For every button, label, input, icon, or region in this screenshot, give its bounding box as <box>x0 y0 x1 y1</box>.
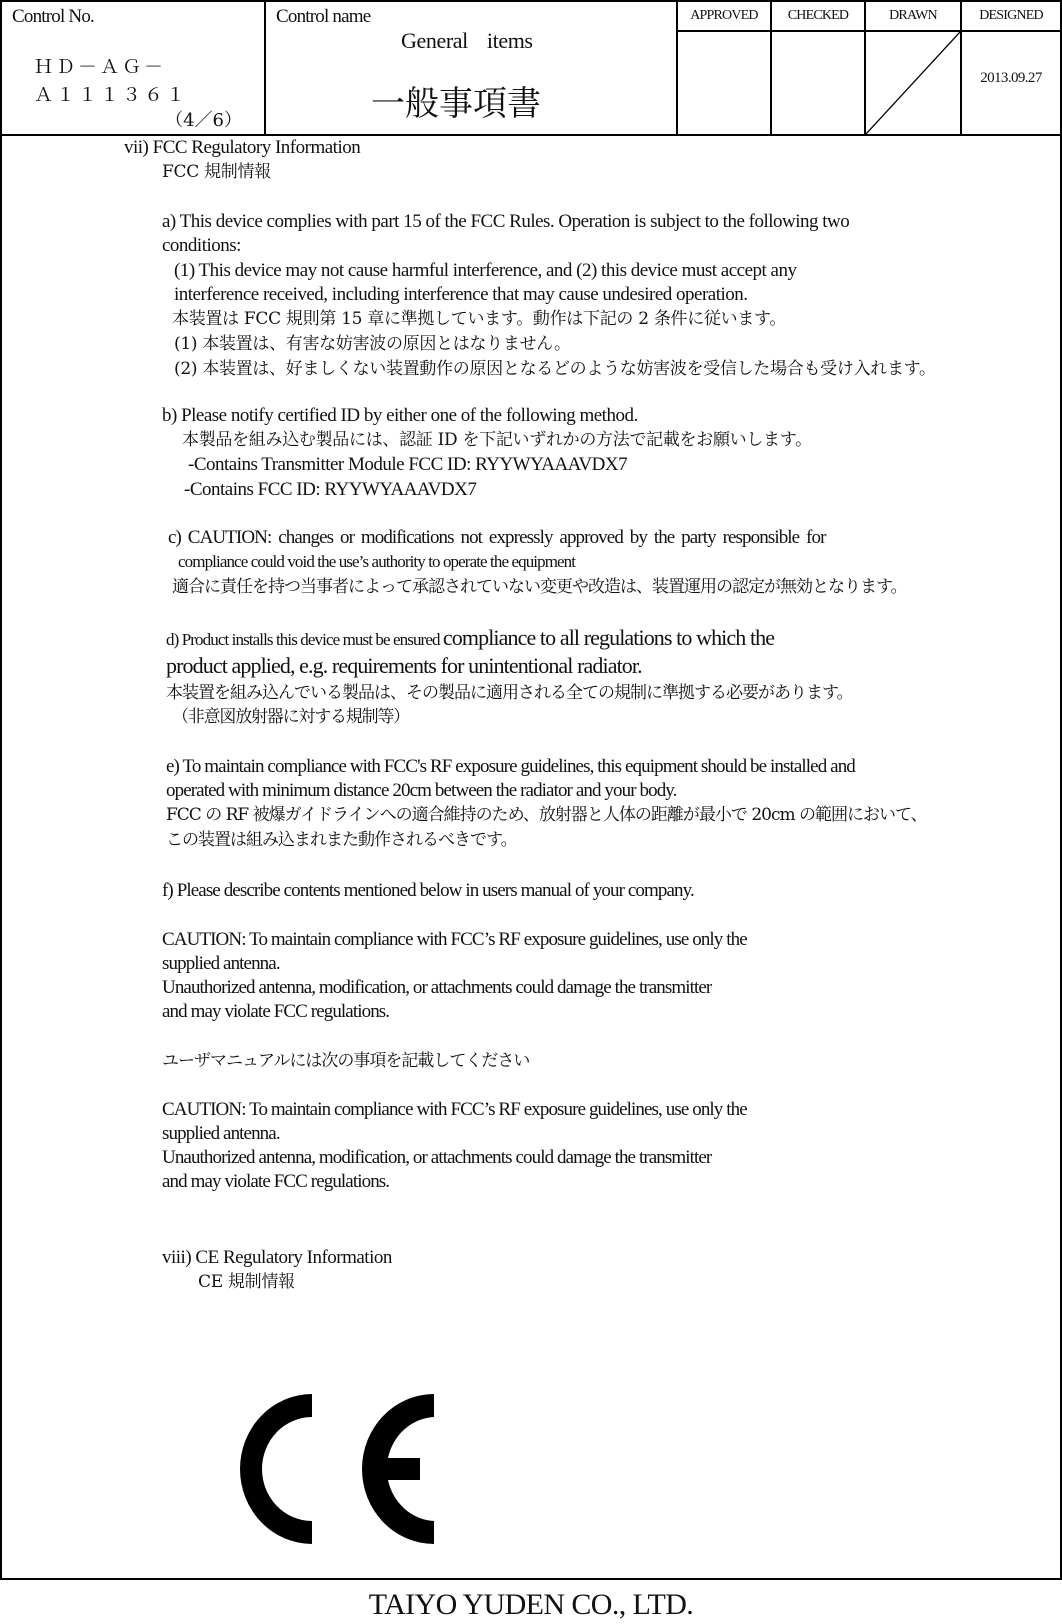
drawn-value <box>866 32 960 134</box>
drawn-label: DRAWN <box>866 2 960 32</box>
fcc-d-line-1-small: d) Product installs this device must be ensured <box>166 630 443 649</box>
approved-label: APPROVED <box>678 2 770 32</box>
checked-value <box>772 32 864 134</box>
fcc-b-line-1: b) Please notify certified ID by either one of the following method. <box>162 405 638 426</box>
approved-cell <box>678 2 772 134</box>
document-body <box>2 136 1060 1578</box>
approved-value <box>678 32 770 134</box>
fcc-e-line-1: e) To maintain compliance with FCC's RF exposure guidelines, this equipment should be installed and <box>166 756 855 777</box>
fcc-c-line-1: c) CAUTION: changes or modifications not expressly approved by the party responsible for <box>168 527 826 548</box>
ce-section-heading: viii) CE Regulatory Information <box>162 1247 392 1268</box>
fcc-f-caution-repeat-line-4: and may violate FCC regulations. <box>162 1171 390 1192</box>
fcc-d-line-1 <box>166 626 774 652</box>
fcc-d-line-1-large: compliance to all regulations to which the <box>442 625 775 650</box>
fcc-f-caution-line-1: CAUTION: To maintain compliance with FCC’s RF exposure guidelines, use only the <box>162 929 747 950</box>
strike-diagonal-icon <box>866 32 960 134</box>
fcc-f-caution-repeat-line-3: Unauthorized antenna, modification, or attachments could damage the transmitter <box>162 1147 712 1168</box>
control-no-label: Control No. <box>12 6 94 27</box>
document-title-jp: 一般事項書 <box>371 84 541 124</box>
fcc-section-heading-jp: FCC 規制情報 <box>162 162 271 182</box>
fcc-e-jp-2: この装置は組み込まれまた動作されるべきです。 <box>166 830 517 850</box>
fcc-f-caution-repeat-line-1: CAUTION: To maintain compliance with FCC’s RF exposure guidelines, use only the <box>162 1099 747 1120</box>
fcc-a-line-2: conditions: <box>162 235 241 256</box>
page-number: （4／6） <box>165 110 242 131</box>
fcc-f-jp-intro: ユーザマニュアルには次の事項を記載してください <box>162 1051 530 1071</box>
fcc-f-caution-repeat-line-2: supplied antenna. <box>162 1123 280 1144</box>
designed-label: DESIGNED <box>962 2 1060 32</box>
fcc-f-line-1: f) Please describe contents mentioned below in users manual of your company. <box>162 880 694 901</box>
drawn-cell <box>866 2 962 134</box>
fcc-f-caution-line-4: and may violate FCC regulations. <box>162 1001 390 1022</box>
fcc-d-jp-1: 本装置を組み込んでいる製品は、その製品に適用される全ての規制に準拠する必要があります。 <box>166 683 853 703</box>
control-no-line-2: Ａ１１１３６１ <box>34 84 189 106</box>
ce-section-heading-jp: CE 規制情報 <box>198 1272 295 1292</box>
control-name-cell <box>266 2 678 134</box>
fcc-d-line-2: product applied, e.g. requirements for unintentional radiator. <box>166 653 642 678</box>
fcc-c-jp-1: 適合に責任を持つ当事者によって承認されていない変更や改造は、装置運用の認定が無効となります。 <box>172 577 907 597</box>
designed-cell <box>962 2 1060 134</box>
fcc-a-jp-3: (2) 本装置は、好ましくない装置動作の原因となるどのような妨害波を受信した場合も受け入れます。 <box>174 359 936 379</box>
fcc-e-line-2: operated with minimum distance 20cm between the radiator and your body. <box>166 780 677 801</box>
control-no-line-1: ＨＤ－ＡＧ－ <box>34 56 167 78</box>
fcc-f-caution-line-2: supplied antenna. <box>162 953 280 974</box>
fcc-a-line-1: a) This device complies with part 15 of the FCC Rules. Operation is subject to the following two <box>162 211 850 232</box>
control-no-cell <box>2 2 266 134</box>
fcc-a-jp-2: (1) 本装置は、有害な妨害波の原因とはなりません。 <box>174 334 571 354</box>
company-name: TAIYO YUDEN CO., LTD. <box>368 1588 694 1621</box>
fcc-section-heading: vii) FCC Regulatory Information <box>124 137 361 158</box>
fcc-c-line-2: compliance could void the use’s authority to operate the equipment <box>178 552 576 571</box>
designed-date: 2013.09.27 <box>980 70 1042 86</box>
fcc-b-jp-1: 本製品を組み込む製品には、認証 ID を下記いずれかの方法で記載をお願いします。 <box>182 430 812 450</box>
fcc-a-line-3: (1) This device may not cause harmful interference, and (2) this device must accept any <box>174 260 797 281</box>
control-name-label: Control name <box>276 6 371 27</box>
fcc-d-jp-2: （非意図放射器に対する規制等） <box>172 707 409 727</box>
fcc-a-jp-1: 本装置は FCC 規則第 15 章に準拠しています。動作は下記の 2 条件に従います。 <box>172 309 787 329</box>
checked-label: CHECKED <box>772 2 864 32</box>
title-block <box>2 2 1060 136</box>
fcc-b-option-2: -Contains FCC ID: RYYWYAAAVDX7 <box>184 479 477 500</box>
checked-cell <box>772 2 866 134</box>
fcc-a-line-4: interference received, including interference that may cause undesired operation. <box>174 284 748 305</box>
ce-mark-icon <box>236 1394 436 1544</box>
fcc-f-caution-line-3: Unauthorized antenna, modification, or attachments could damage the transmitter <box>162 977 712 998</box>
fcc-b-option-1: -Contains Transmitter Module FCC ID: RYYWYAAAVDX7 <box>188 454 628 475</box>
document-title-en: General items <box>401 28 533 53</box>
fcc-e-jp-1: FCC の RF 被爆ガイドラインへの適合維持のため、放射器と人体の距離が最小で 20cm の範囲において、 <box>166 805 927 825</box>
designed-cell-body <box>962 32 1060 134</box>
